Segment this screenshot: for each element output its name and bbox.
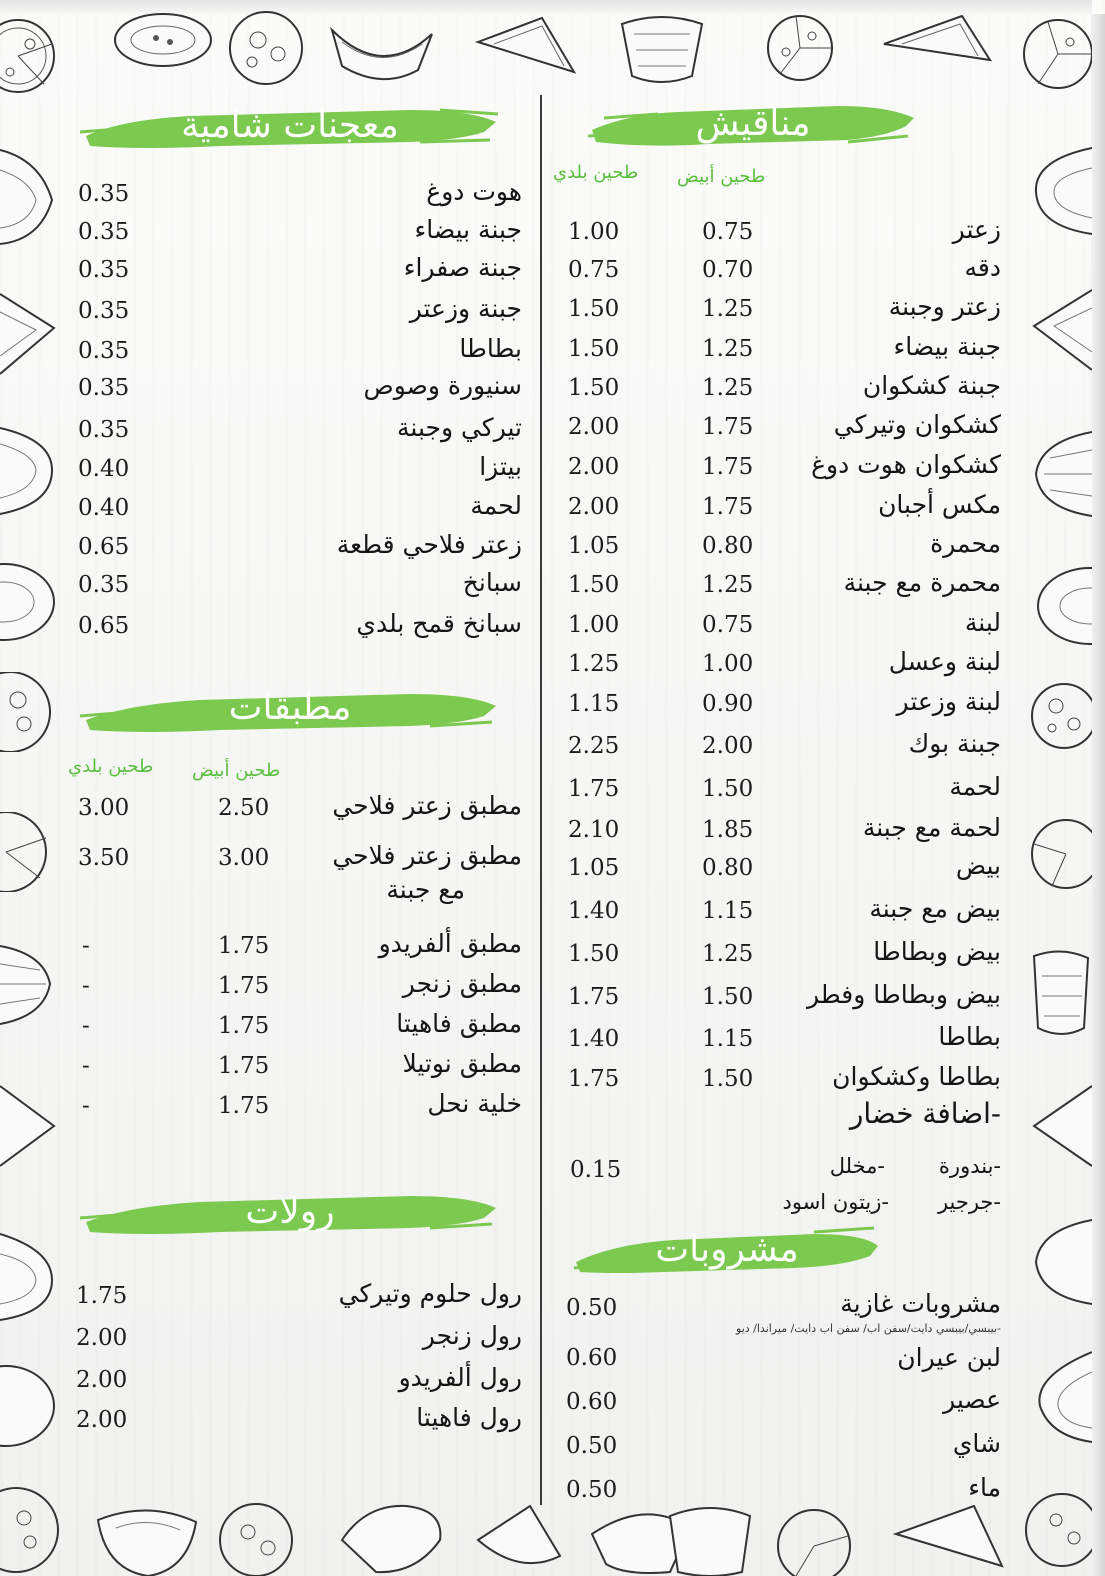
pastry-item-price: 0.35 — [78, 338, 130, 364]
manakish-item-name: جبنة بيضاء — [893, 332, 1001, 361]
pastry-item-price: 0.35 — [78, 375, 130, 401]
pastry-item-price: 0.65 — [78, 613, 130, 639]
manakish-item-name: زعتر وجبنة — [888, 292, 1001, 321]
pizza-sketch-icon — [0, 672, 56, 752]
folded-item-name: مطبق ألفريدو — [378, 929, 522, 958]
pastry-sketch-icon — [0, 420, 56, 520]
manakish-title: مناقيش — [695, 103, 811, 144]
manakish-item-name: بيض — [955, 851, 1001, 880]
manakish-item-name: مكس أجبان — [878, 490, 1001, 519]
manakish-item-price-baladi: 1.40 — [568, 1026, 620, 1052]
roll-item-name: رول زنجر — [422, 1321, 522, 1350]
manakish-item-price-baladi: 1.50 — [568, 336, 620, 362]
wrap-sketch-icon — [0, 140, 56, 250]
pastry-sketch-icon — [322, 10, 442, 90]
drinks-title: مشروبات — [655, 1229, 799, 1270]
pizza-sketch-icon — [766, 1500, 862, 1576]
manakish-item-price-white: 0.80 — [702, 855, 754, 881]
folded-item-name: مطبق زنجر — [402, 969, 522, 998]
drinks-banner — [574, 1222, 880, 1278]
pastries-title: معجنات شامية — [181, 105, 399, 146]
pizza-sketch-icon — [1022, 814, 1092, 894]
manakish-item-price-baladi: 1.50 — [568, 572, 620, 598]
manakish-item-price-baladi: 1.75 — [568, 984, 620, 1010]
manakish-item-price-baladi: 2.00 — [568, 414, 620, 440]
veg-addon-price: 0.15 — [570, 1157, 622, 1183]
manakish-item-price-white: 0.75 — [702, 219, 754, 245]
pastry-sketch-icon — [1030, 560, 1092, 650]
pizza-sketch-icon — [1018, 14, 1092, 94]
veg-option-arugula: -جرجير — [937, 1190, 1001, 1214]
pastry-sketch-icon — [0, 1226, 56, 1326]
folded-white-flour-header: طحين أبيض — [192, 760, 281, 781]
manakish-item-name: جبنة بوك — [908, 729, 1001, 758]
wrap-sketch-icon — [470, 1500, 566, 1576]
manakish-item-name: زعتر — [952, 215, 1001, 244]
pastry-item-name: تيركي وجبنة — [397, 413, 522, 442]
manakish-item-price-white: 2.00 — [702, 733, 754, 759]
column-divider — [540, 95, 542, 1505]
folded-item-name: مطبق نوتيلا — [402, 1049, 522, 1078]
roll-item-price: 2.00 — [76, 1367, 128, 1393]
pastry-sketch-icon — [0, 1360, 56, 1450]
veg-option-tomato: -بندورة — [938, 1154, 1001, 1178]
manakish-item-price-white: 1.75 — [702, 494, 754, 520]
manakish-item-price-baladi: 0.75 — [568, 257, 620, 283]
manakish-item-name: بطاطا — [938, 1022, 1001, 1051]
folded-item-price-baladi: 3.00 — [78, 795, 130, 821]
pastry-item-price: 0.35 — [78, 417, 130, 443]
manakish-item-name: لبنة وزعتر — [896, 687, 1001, 716]
manakish-item-price-white: 1.50 — [702, 1066, 754, 1092]
manakish-item-price-white: 1.50 — [702, 776, 754, 802]
pastry-item-name: لحمة — [470, 491, 522, 520]
manakish-item-name: بيض وبطاطا وفطر — [806, 980, 1001, 1009]
folded-item-price-white: 1.75 — [218, 1013, 270, 1039]
wrap-sketch-icon — [1030, 1214, 1092, 1310]
manakish-item-price-white: 1.25 — [702, 941, 754, 967]
manakish-item-price-white: 0.75 — [702, 612, 754, 638]
folded-item-price-white: 3.00 — [218, 845, 270, 871]
drink-item-price: 0.50 — [566, 1295, 618, 1321]
roll-item-name: رول فاهيتا — [416, 1403, 522, 1432]
pastry-item-name: جبنة بيضاء — [414, 215, 522, 244]
pastry-sketch-icon — [92, 1500, 202, 1576]
pastry-item-price: 0.35 — [78, 257, 130, 283]
samosa-sketch-icon — [890, 1500, 1010, 1576]
folded-item-price-white: 2.50 — [218, 795, 270, 821]
pastry-item-name: هوت دوغ — [426, 177, 522, 206]
manakish-item-price-baladi: 2.10 — [568, 817, 620, 843]
pastry-item-name: جبنة وزعتر — [409, 294, 522, 323]
folded-item-price-baladi: - — [82, 1093, 90, 1119]
folded-item-price-white: 1.75 — [218, 1093, 270, 1119]
samosa-sketch-icon — [336, 1500, 446, 1576]
roll-item-name: رول ألفريدو — [398, 1363, 522, 1392]
drink-item-price: 0.60 — [566, 1389, 618, 1415]
samosa-sketch-icon — [0, 288, 56, 378]
pastry-item-name: سنيورة وصوص — [363, 371, 522, 400]
manakish-item-price-white: 0.70 — [702, 257, 754, 283]
folded-title: مطبقات — [228, 687, 352, 728]
samosa-sketch-icon — [878, 10, 998, 80]
pastry-sketch-icon — [1030, 1346, 1092, 1446]
drink-item-name: شاي — [952, 1429, 1001, 1458]
manakish-item-price-baladi: 1.15 — [568, 691, 620, 717]
manakish-item-price-baladi: 2.00 — [568, 494, 620, 520]
manakish-item-name: لبنة وعسل — [888, 647, 1001, 676]
rolls-banner — [80, 1184, 500, 1240]
manakish-item-name: لحمة — [949, 772, 1001, 801]
manakish-item-price-baladi: 1.50 — [568, 375, 620, 401]
roll-item-price: 1.75 — [76, 1283, 128, 1309]
folded-item-name: مطبق زعتر فلاحي — [332, 841, 522, 870]
pastry-item-price: 0.40 — [78, 495, 130, 521]
manakish-item-name: محمرة — [930, 529, 1001, 558]
pastry-item-name: بطاطا — [459, 334, 522, 363]
pastry-item-price: 0.35 — [78, 219, 130, 245]
folded-item-price-baladi: - — [82, 1053, 90, 1079]
manakish-item-price-baladi: 2.25 — [568, 733, 620, 759]
folded-banner — [80, 680, 500, 736]
manakish-item-price-white: 1.00 — [702, 651, 754, 677]
pizza-sketch-icon — [1020, 1476, 1092, 1576]
manakish-item-price-baladi: 2.00 — [568, 454, 620, 480]
folded-item-price-white: 1.75 — [218, 933, 270, 959]
manakish-item-price-white: 1.75 — [702, 454, 754, 480]
pastry-sketch-icon — [0, 556, 56, 646]
manakish-item-price-white: 1.25 — [702, 375, 754, 401]
manakish-item-price-white: 1.15 — [702, 898, 754, 924]
pastry-sketch-icon — [108, 10, 218, 80]
manakish-item-price-baladi: 1.50 — [568, 296, 620, 322]
manakish-item-price-white: 1.25 — [702, 296, 754, 322]
pizza-sketch-icon — [218, 10, 318, 90]
manakish-item-price-baladi: 1.00 — [568, 219, 620, 245]
folded-baladi-flour-header: طحين بلدي — [68, 756, 154, 777]
pizza-sketch-icon — [0, 812, 56, 892]
pastry-item-price: 0.35 — [78, 572, 130, 598]
wrap-sketch-icon — [1030, 426, 1092, 522]
manakish-item-name: لبنة — [964, 608, 1001, 637]
manakish-item-price-baladi: 1.05 — [568, 855, 620, 881]
manakish-item-price-white: 1.15 — [702, 1026, 754, 1052]
samosa-sketch-icon — [472, 12, 582, 82]
folded-item-price-baladi: - — [82, 973, 90, 999]
manakish-item-price-white: 0.80 — [702, 533, 754, 559]
veg-option-olives: -زيتون اسود — [782, 1190, 889, 1214]
folded-item-price-white: 1.75 — [218, 1053, 270, 1079]
wrap-sketch-icon — [0, 940, 56, 1030]
samosa-sketch-icon — [1030, 1080, 1092, 1170]
pastry-item-name: زعتر فلاحي قطعة — [336, 530, 522, 559]
manakish-item-name: بطاطا وكشكوان — [832, 1062, 1001, 1091]
veg-option-pickles: -مخلل — [829, 1154, 885, 1178]
manakish-item-price-baladi: 1.50 — [568, 941, 620, 967]
manakish-item-price-baladi: 1.75 — [568, 776, 620, 802]
drink-item-name: ماء — [968, 1473, 1001, 1502]
folded-item-name-line2: مع جبنة — [386, 875, 465, 904]
manakish-item-name: جبنة كشكوان — [862, 371, 1001, 400]
folded-item-price-baladi: 3.50 — [78, 845, 130, 871]
pastry-item-name: جبنة صفراء — [403, 253, 522, 282]
roll-item-price: 2.00 — [76, 1407, 128, 1433]
manakish-item-name: كشكوان وتيركي — [833, 410, 1001, 439]
pizza-sketch-icon — [0, 14, 60, 94]
pastry-item-price: 0.40 — [78, 456, 130, 482]
folded-item-price-baladi: - — [82, 1013, 90, 1039]
manakish-item-name: محمرة مع جبنة — [843, 568, 1001, 597]
soda-flavors-note: -بيبسي/بيبسي دايت/سفن اب/ سفن اب دايت/ ميراندا/ ديو — [736, 1322, 1001, 1335]
manakish-item-price-baladi: 1.75 — [568, 1066, 620, 1092]
roll-item-price: 2.00 — [76, 1325, 128, 1351]
manakish-item-price-white: 1.50 — [702, 984, 754, 1010]
manakish-white-flour-header: طحين أبيض — [677, 166, 766, 187]
manakish-item-name: دقه — [964, 253, 1001, 282]
pizza-sketch-icon — [1022, 676, 1092, 756]
pastry-item-name: سبانخ — [462, 568, 522, 597]
wrap-sketch-icon — [660, 1500, 760, 1576]
drink-item-name: مشروبات غازية — [840, 1289, 1001, 1318]
manakish-item-name: كشكوان هوت دوغ — [811, 450, 1001, 479]
folded-item-price-baladi: - — [82, 933, 90, 959]
drink-item-name: لبن عيران — [897, 1343, 1001, 1372]
pastry-item-name: سبانخ قمح بلدي — [356, 609, 522, 638]
drink-item-price: 0.50 — [566, 1477, 618, 1503]
manakish-item-price-white: 1.75 — [702, 414, 754, 440]
folded-item-name: مطبق فاهيتا — [396, 1009, 522, 1038]
manakish-item-price-white: 1.85 — [702, 817, 754, 843]
manakish-banner — [588, 96, 918, 152]
roll-item-name: رول حلوم وتيركي — [338, 1279, 522, 1308]
pastry-item-price: 0.35 — [78, 181, 130, 207]
manakish-item-price-baladi: 1.25 — [568, 651, 620, 677]
pastry-item-price: 0.35 — [78, 298, 130, 324]
manakish-item-price-baladi: 1.05 — [568, 533, 620, 559]
wrap-sketch-icon — [612, 10, 712, 90]
folded-item-name: خلية نحل — [427, 1089, 522, 1118]
veg-addon-title: -اضافة خضار — [849, 1097, 1001, 1130]
samosa-sketch-icon — [0, 1080, 56, 1170]
manakish-item-price-white: 1.25 — [702, 572, 754, 598]
drink-item-name: عصير — [943, 1385, 1001, 1414]
pastries-banner — [80, 98, 500, 154]
manakish-item-price-baladi: 1.40 — [568, 898, 620, 924]
manakish-item-name: بيض وبطاطا — [873, 937, 1001, 966]
manakish-baladi-flour-header: طحين بلدي — [553, 162, 639, 183]
drink-item-price: 0.50 — [566, 1433, 618, 1459]
pizza-sketch-icon — [756, 12, 846, 92]
pastry-sketch-icon — [1030, 140, 1092, 240]
drink-item-price: 0.60 — [566, 1345, 618, 1371]
samosa-sketch-icon — [1030, 284, 1092, 374]
pizza-sketch-icon — [214, 1498, 298, 1576]
manakish-item-price-white: 1.25 — [702, 336, 754, 362]
rolls-title: رولات — [245, 1191, 335, 1232]
manakish-item-price-white: 0.90 — [702, 691, 754, 717]
frame-shadow — [1091, 14, 1105, 1576]
manakish-item-price-baladi: 1.00 — [568, 612, 620, 638]
pastry-item-price: 0.65 — [78, 534, 130, 560]
manakish-item-name: بيض مع جبنة — [869, 894, 1001, 923]
manakish-item-name: لحمة مع جبنة — [862, 813, 1001, 842]
wrap-sketch-icon — [1022, 946, 1092, 1042]
folded-item-price-white: 1.75 — [218, 973, 270, 999]
pizza-sketch-icon — [0, 1470, 60, 1576]
folded-item-name: مطبق زعتر فلاحي — [332, 791, 522, 820]
pastry-item-name: بيتزا — [479, 452, 522, 481]
